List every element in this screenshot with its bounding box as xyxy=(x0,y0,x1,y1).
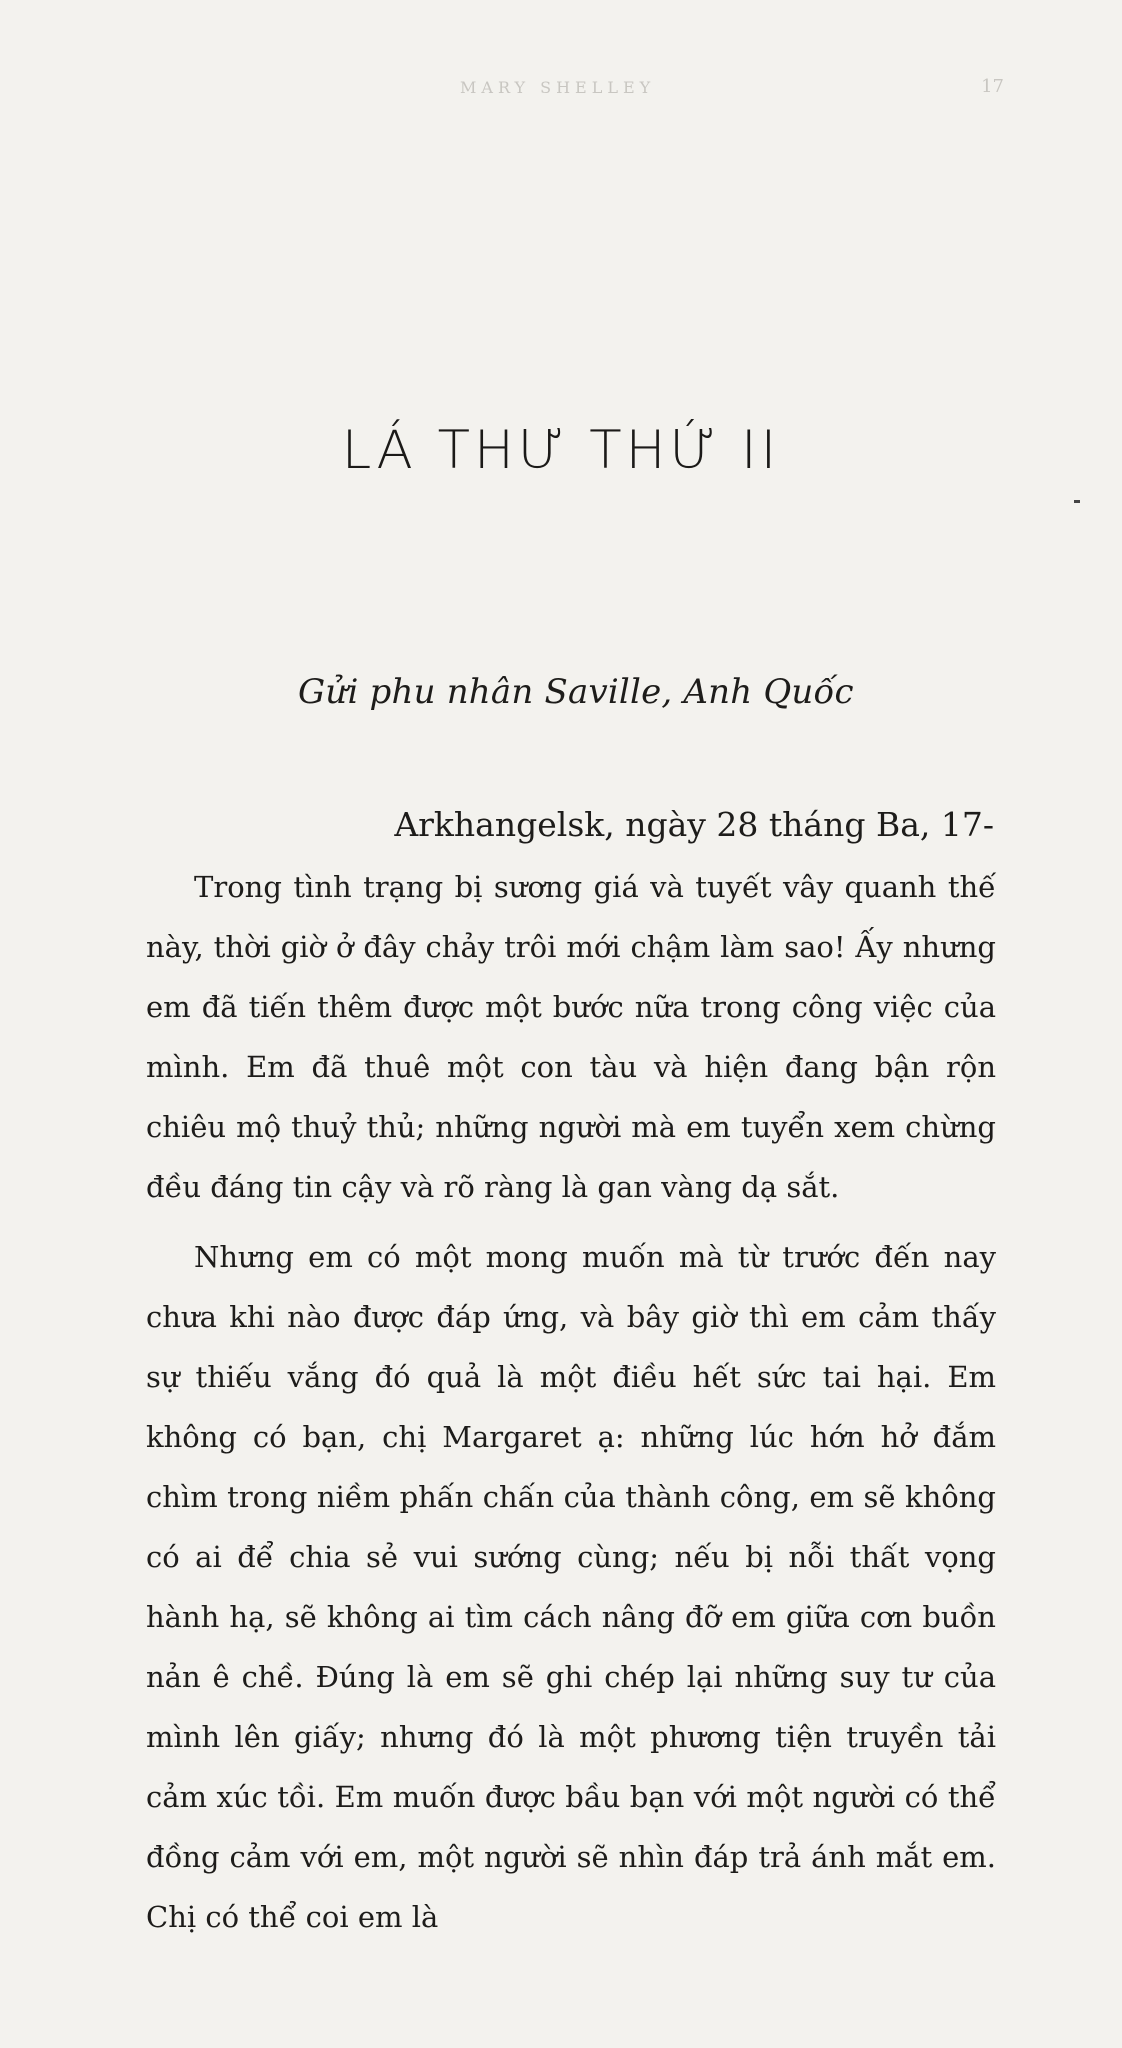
body-paragraph: Nhưng em có một mong muốn mà từ trước đến nay chưa khi nào được đáp ứng, và bây giờ thì em cảm thấy sự thiếu vắng đó quả là một điều hết sức tai hại. Em không có bạn, chị Margaret ạ: những lúc hớn hở đắm chìm trong niềm phấn chấn của thành công, em sẽ không có ai để chia sẻ vui sướng cùng; nếu bị nỗi thất vọng hành hạ, sẽ không ai tìm cách nâng đỡ em giữa cơn buồn nản ê chề. Đúng là em sẽ ghi chép lại những suy tư của mình lên giấy; nhưng đó là một phương tiện truyền tải cảm xúc tồi. Em muốn được bầu bạn với một người có thể đồng cảm với em, một người sẽ nhìn đáp trả ánh mắt em. Chị có thể coi em là xyxy=(146,1240,996,1934)
letter-body xyxy=(146,857,996,1957)
page-number: 17 xyxy=(981,76,1004,97)
running-header xyxy=(0,78,1122,108)
letter-dateline: Arkhangelsk, ngày 28 tháng Ba, 17- xyxy=(394,805,994,844)
chapter-title: LÁ THƯ THỨ II xyxy=(341,420,781,481)
body-paragraph: Trong tình trạng bị sương giá và tuyết vây quanh thế này, thời giờ ở đây chảy trôi mới chậm làm sao! Ấy nhưng em đã tiến thêm được một bước nữa trong công việc của mình. Em đã thuê một con tàu và hiện đang bận rộn chiêu mộ thuỷ thủ; những người mà em tuyển xem chừng đều đáng tin cậy và rõ ràng là gan vàng dạ sắt. xyxy=(146,870,996,1204)
letter-addressee: Gửi phu nhân Saville, Anh Quốc xyxy=(298,672,854,712)
running-title: MARY SHELLEY xyxy=(460,78,656,97)
margin-mark xyxy=(1074,500,1080,503)
